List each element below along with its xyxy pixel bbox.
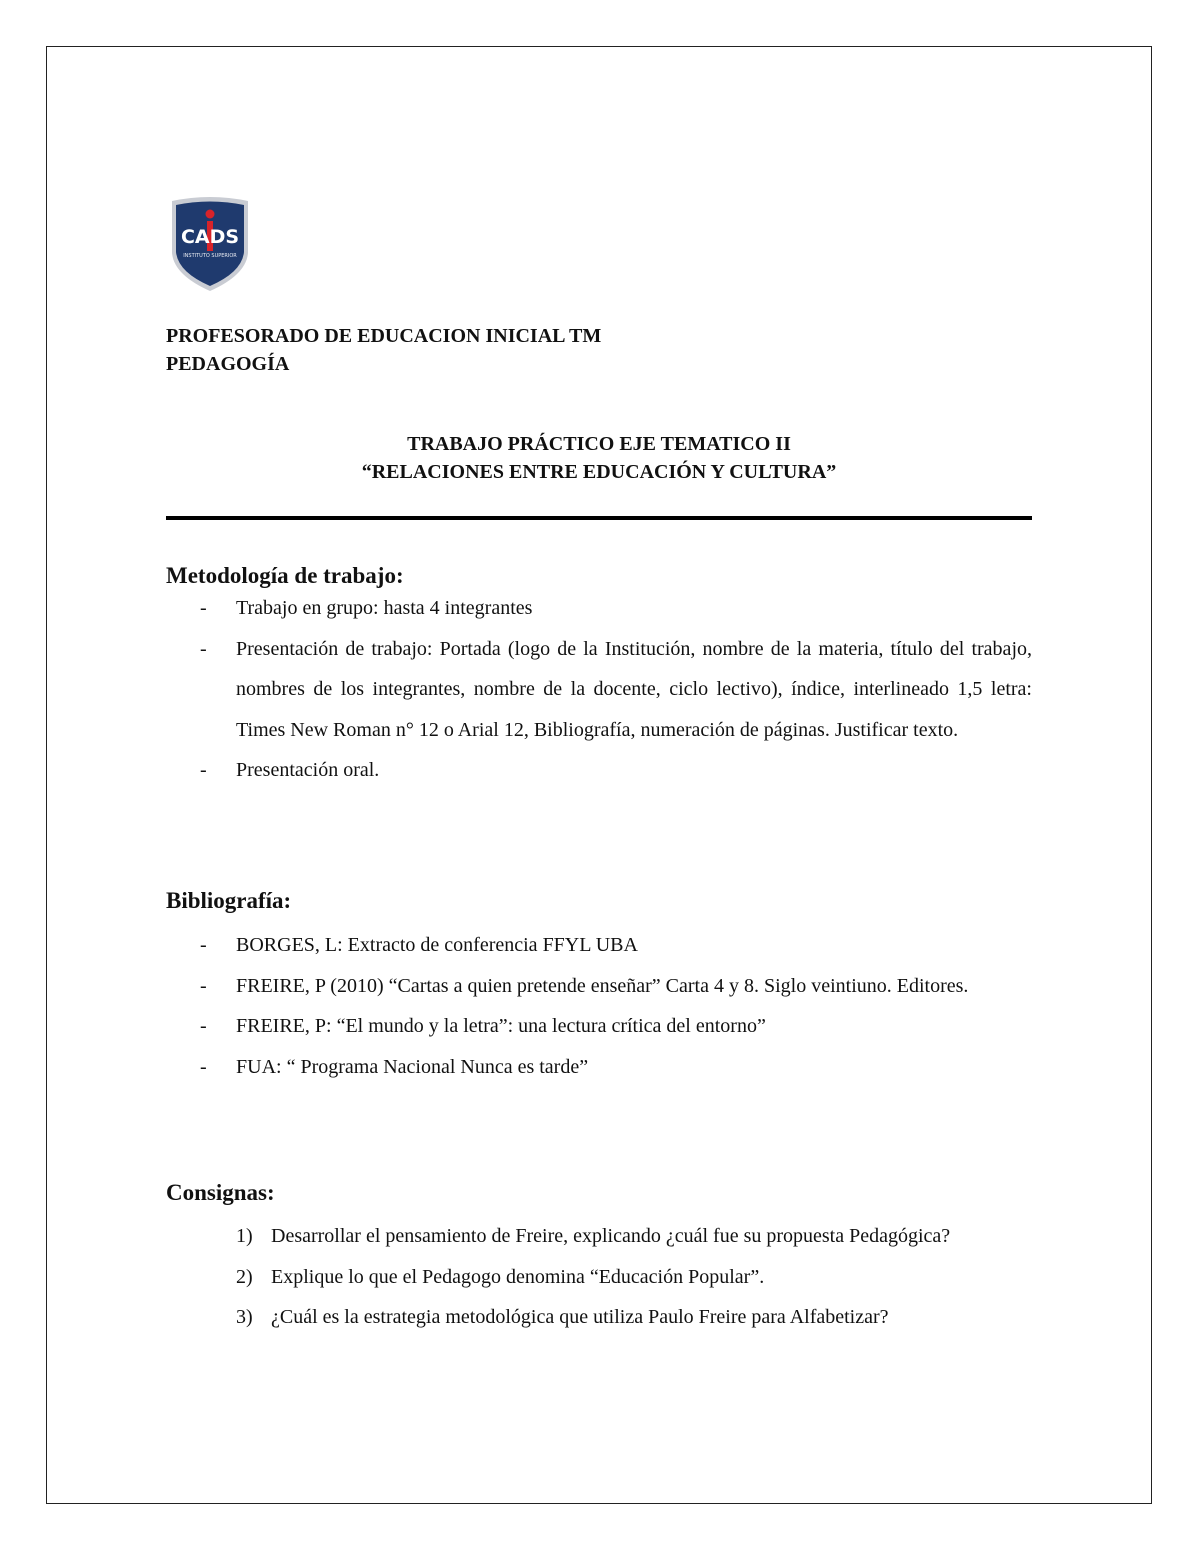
methodology-heading: Metodología de trabajo: [166, 563, 404, 588]
list-item: - Presentación de trabajo: Portada (logo de la Institución, nombre de la materia, título del trabajo, nombres de los integrantes, nombre de la docente, ciclo lectivo), índice, interlineado 1,5 letra: Times New Roman n° 12 o Arial 12, Bibliografía, numeración de páginas. Justificar texto. [200, 637, 1032, 741]
list-item: - Trabajo en grupo: hasta 4 integrantes [200, 597, 533, 619]
list-item: - Presentación oral. [200, 759, 380, 781]
title-line-1: TRABAJO PRÁCTICO EJE TEMATICO II [407, 433, 791, 455]
subject-name: PEDAGOGÍA [166, 353, 290, 375]
bibliography-list [166, 925, 1032, 1087]
document-title [166, 430, 1032, 486]
list-item: - FREIRE, P (2010) “Cartas a quien pretende enseñar” Carta 4 y 8. Siglo veintiuno. Editores. [200, 974, 969, 997]
title-line-2: “RELACIONES ENTRE EDUCACIÓN Y CULTURA” [361, 461, 837, 483]
list-item: - FREIRE, P: “El mundo y la letra”: una lectura crítica del entorno” [200, 1015, 766, 1037]
cads-logo [168, 195, 252, 293]
header [166, 322, 601, 378]
methodology-list [166, 588, 1032, 791]
title-divider [166, 516, 1032, 520]
program-name: PROFESORADO DE EDUCACION INICIAL TM [166, 325, 602, 347]
instructions-heading: Consignas: [166, 1180, 275, 1205]
svg-text:INSTITUTO SUPERIOR: INSTITUTO SUPERIOR [183, 253, 237, 259]
list-item: 1) Desarrollar el pensamiento de Freire, explicando ¿cuál fue su propuesta Pedagógica? [236, 1225, 951, 1247]
list-item: - BORGES, L: Extracto de conferencia FFYL UBA [200, 934, 638, 956]
list-item: 2) Explique lo que el Pedagogo denomina “Educación Popular”. [236, 1265, 765, 1288]
list-item: - FUA: “ Programa Nacional Nunca es tarde” [200, 1055, 589, 1078]
list-item: 3) ¿Cuál es la estrategia metodológica que utiliza Paulo Freire para Alfabetizar? [236, 1306, 889, 1328]
instructions-list [166, 1216, 1032, 1338]
bibliography-heading: Bibliografía: [166, 888, 292, 913]
svg-text:CADS: CADS [180, 226, 240, 248]
